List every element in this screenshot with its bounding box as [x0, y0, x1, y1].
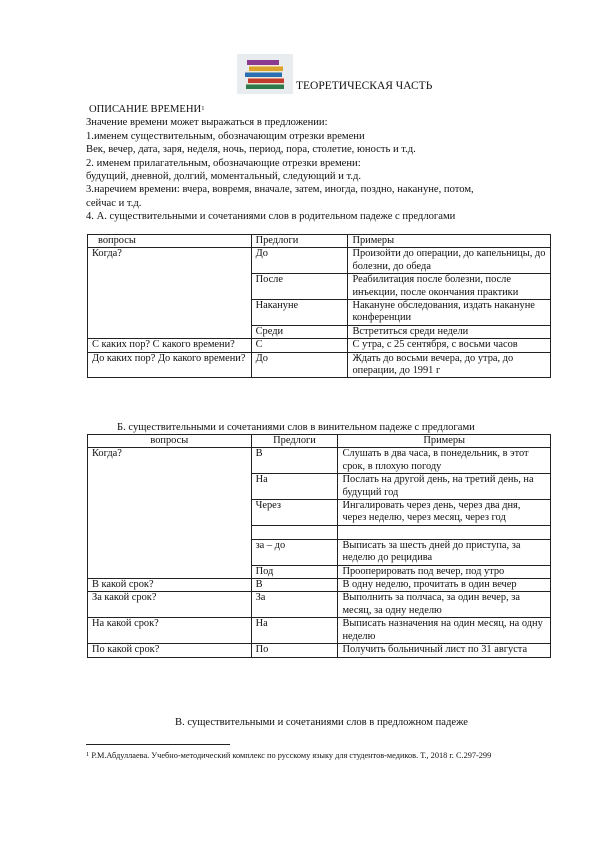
cell-example: Накануне обследования, издать накануне конференции	[348, 300, 551, 326]
cell-preposition: До	[251, 248, 348, 274]
cell-example: Встретиться среди недели	[348, 325, 551, 338]
cell-example: Послать на другой день, на третий день, на будущий год	[338, 474, 551, 500]
footnote-ref[interactable]: 1	[201, 105, 205, 112]
footnote-text: Р.М.Абдуллаева. Учебно-методический комплекс по русскому языку для студентов-медиков. Т., 2018 г. С.297-299	[89, 751, 492, 760]
cell-question: На какой срок?	[88, 618, 252, 644]
cell-example: Выписать назначения на один месяц, на одну неделю	[338, 618, 551, 644]
cell-preposition: Под	[251, 565, 338, 578]
table-row	[88, 644, 551, 657]
caption-prepositional: В. существительными и сочетаниями слов в предложном падеже	[175, 717, 468, 728]
cell-example: Ждать до восьми вечера, до утра, до операции, до 1991 г	[348, 352, 551, 378]
cell-example: Выполнить за полчаса, за один вечер, за месяц, за одну неделю	[338, 592, 551, 618]
col-header-examples: Примеры	[348, 235, 551, 248]
cell-question: С каких пор? С какого времени?	[88, 339, 252, 352]
cell-example: Произойти до операции, до капельницы, до болезни, до обеда	[348, 248, 551, 274]
cell-question: За какой срок?	[88, 592, 252, 618]
table-header-row	[88, 435, 551, 448]
col-header-prepositions: Предлоги	[251, 435, 338, 448]
cell-preposition: Через	[251, 500, 338, 526]
section-title	[89, 103, 556, 116]
cell-preposition: После	[251, 274, 348, 300]
cell-preposition: Накануне	[251, 300, 348, 326]
col-header-questions: вопросы	[88, 235, 252, 248]
cell-question: Когда?	[88, 448, 252, 579]
cell-question: Когда?	[88, 248, 252, 339]
col-header-prepositions: Предлоги	[251, 235, 348, 248]
cell-preposition: По	[251, 644, 338, 657]
table-accusative	[87, 434, 551, 658]
cell-preposition: Среди	[251, 325, 348, 338]
cell-preposition: В	[251, 448, 338, 474]
cell-example: Реабилитация после болезни, после инъекции, после окончания практики	[348, 274, 551, 300]
footnote-divider	[86, 744, 230, 745]
caption-accusative: Б. существительными и сочетаниями слов в винительном падеже с предлогами	[117, 422, 475, 433]
table-row	[88, 579, 551, 592]
cell-preposition: На	[251, 618, 338, 644]
intro-line: Век, вечер, дата, заря, неделя, ночь, период, пора, столетие, юность и т.д.	[86, 144, 416, 156]
cell-example	[338, 525, 551, 539]
intro-line: Значение времени может выражаться в предложении:	[86, 117, 328, 129]
cell-question: До каких пор? До какого времени?	[88, 352, 252, 378]
table-row	[88, 352, 551, 378]
cell-preposition: за – до	[251, 539, 338, 565]
footnote-mark: 1	[86, 751, 90, 758]
cell-preposition: В	[251, 579, 338, 592]
footnote	[86, 750, 546, 761]
intro-line: 2. именем прилагательным, обозначающие отрезки времени:	[86, 157, 361, 169]
cell-preposition: До	[251, 352, 348, 378]
col-header-examples: Примеры	[338, 435, 551, 448]
intro-line: 3.наречием времени: вчера, вовремя, вначале, затем, иногда, поздно, накануне, потом,	[86, 184, 474, 196]
page-header	[0, 54, 596, 94]
intro-text	[86, 103, 556, 224]
books-stack-icon	[237, 54, 293, 94]
cell-example: Прооперировать под вечер, под утро	[338, 565, 551, 578]
intro-line: сейчас и т.д.	[86, 197, 142, 209]
cell-preposition: С	[251, 339, 348, 352]
cell-example: Ингалировать через день, через два дня, через неделю, через месяц, через год	[338, 500, 551, 526]
cell-example: В одну неделю, прочитать в один вечер	[338, 579, 551, 592]
cell-question: В какой срок?	[88, 579, 252, 592]
table-row	[88, 618, 551, 644]
cell-example: Получить больничный лист по 31 августа	[338, 644, 551, 657]
cell-example: С утра, с 25 сентября, с восьми часов	[348, 339, 551, 352]
cell-preposition: За	[251, 592, 338, 618]
header-title: ТЕОРЕТИЧЕСКАЯ ЧАСТЬ	[296, 80, 433, 92]
section-title-text: ОПИСАНИЕ ВРЕМЕНИ	[89, 104, 202, 115]
intro-line: 1.именем существительным, обозначающим отрезки времени	[86, 130, 365, 142]
intro-line: будущий, дневной, долгий, моментальный, следующий и т.д.	[86, 171, 362, 183]
table-row	[88, 339, 551, 352]
col-header-questions: вопросы	[88, 435, 252, 448]
table-genitive	[87, 234, 551, 378]
cell-question: По какой срок?	[88, 644, 252, 657]
cell-example: Выписать за шесть дней до приступа, за неделю до рецидива	[338, 539, 551, 565]
table-row	[88, 448, 551, 474]
intro-line: 4. А. существительными и сочетаниями слов в родительном падеже с предлогами	[86, 211, 456, 223]
table-row	[88, 248, 551, 274]
table-row	[88, 592, 551, 618]
cell-preposition	[251, 525, 338, 539]
cell-preposition: На	[251, 474, 338, 500]
cell-example: Слушать в два часа, в понедельник, в этот срок, в плохую погоду	[338, 448, 551, 474]
table-header-row	[88, 235, 551, 248]
